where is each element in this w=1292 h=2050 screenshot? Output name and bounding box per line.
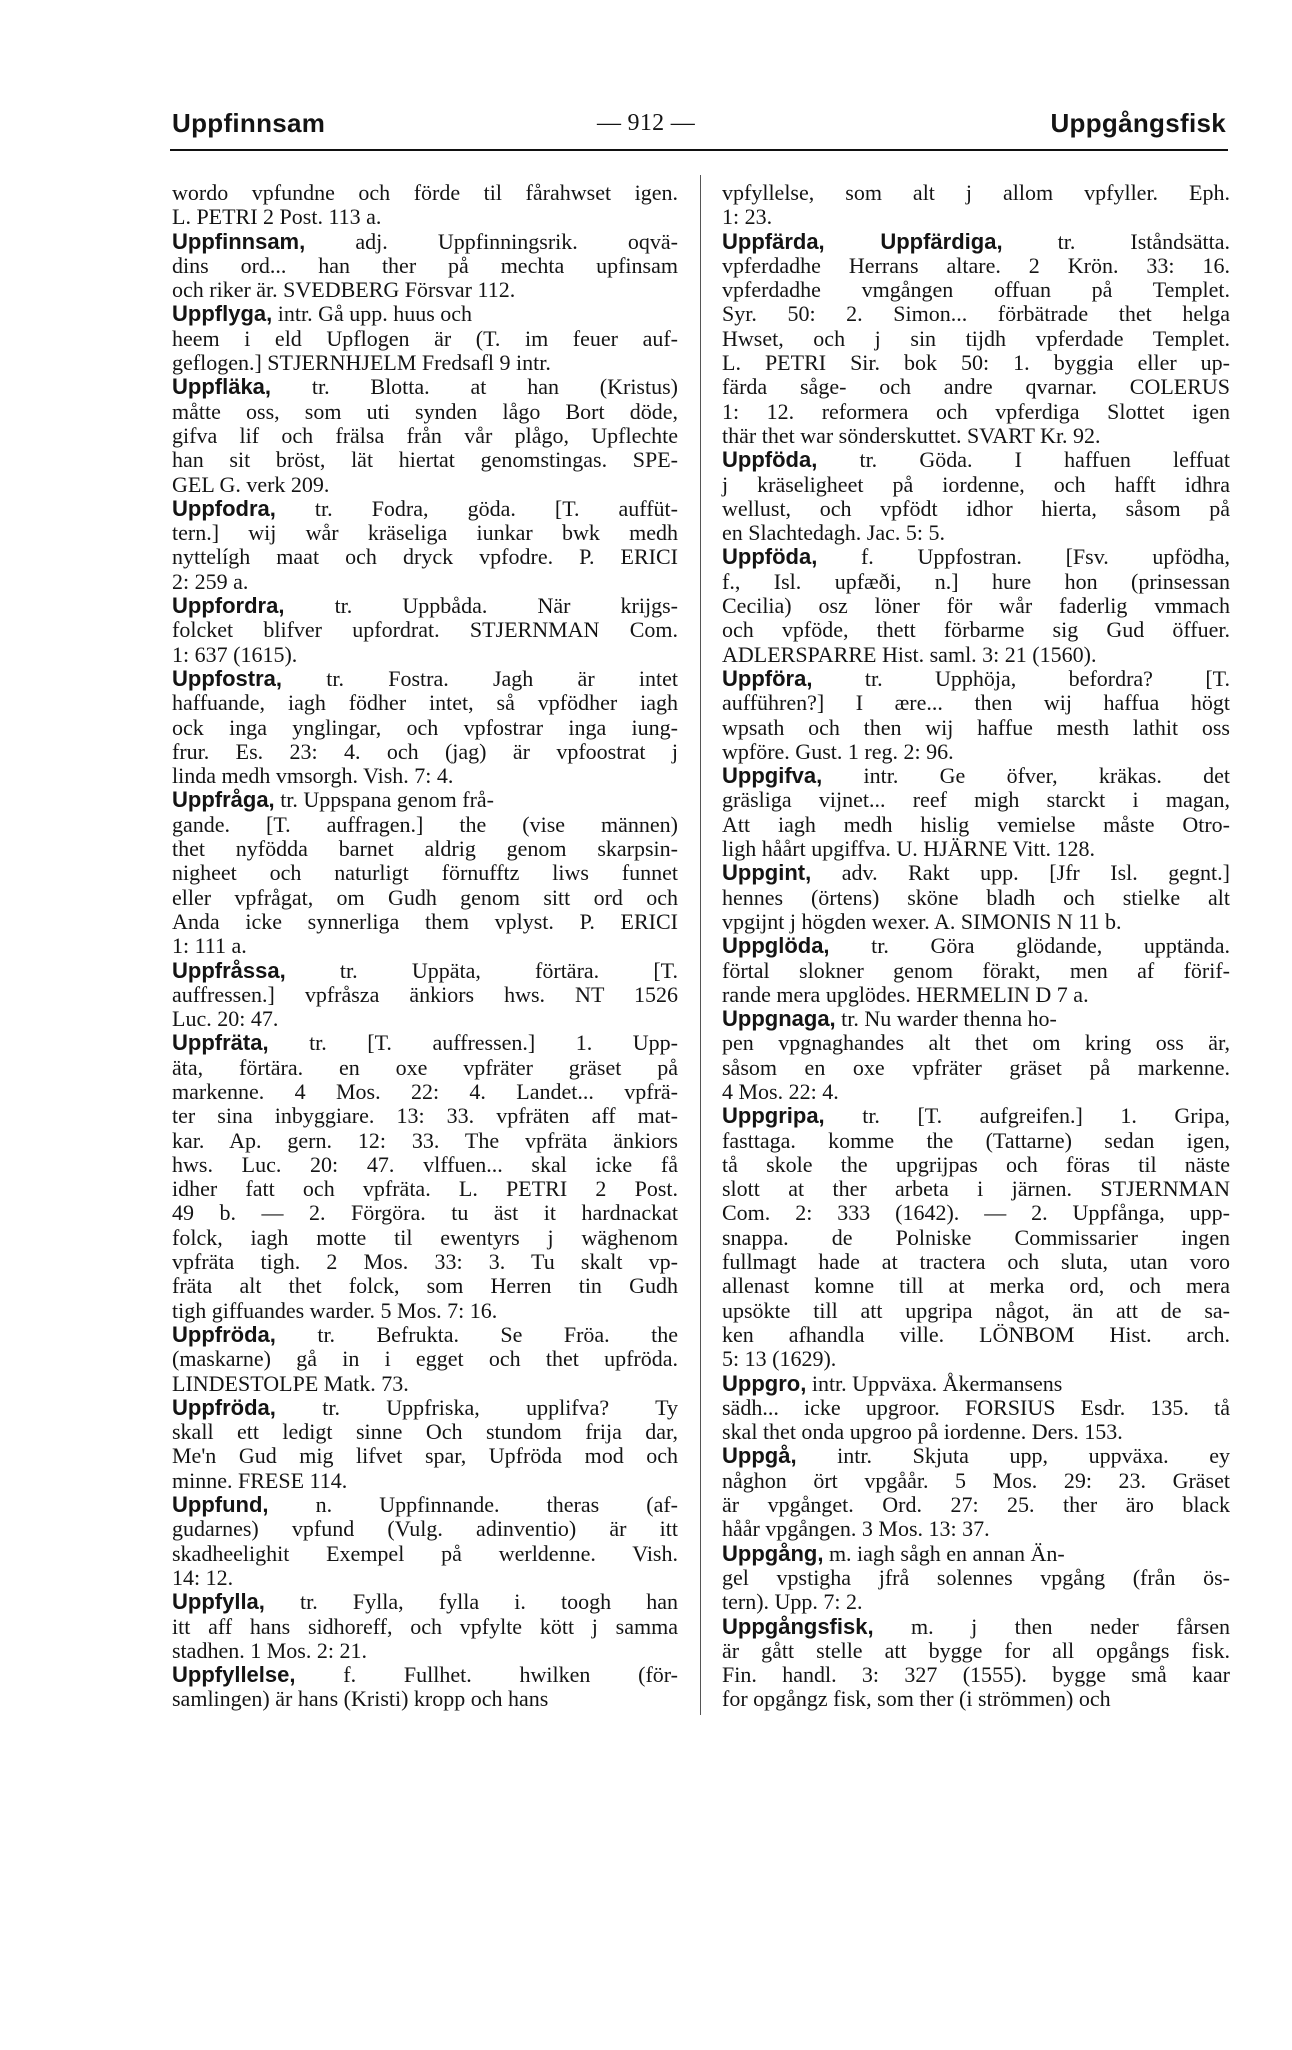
- text-line: ken afhandla ville. LÖNBOM Hist. arch.: [722, 1321, 1230, 1347]
- text-line: äta, förtära. en oxe vpfräter gräset på: [172, 1054, 678, 1080]
- text-line: linda medh vmsorgh. Vish. 7: 4.: [172, 763, 454, 789]
- text-line: 4 Mos. 22: 4.: [722, 1078, 839, 1104]
- text-line: 2: 259 a.: [172, 568, 249, 594]
- text-line: skall ett ledigt sinne Och stundom frija dar,: [172, 1419, 678, 1445]
- text-line: rande mera upglödes. HERMELIN D 7 a.: [722, 981, 1089, 1007]
- text-line: Fin. handl. 3: 327 (1555). bygge små kaar: [722, 1662, 1230, 1688]
- text-line: geflogen.] STJERNHJELM Fredsafl 9 intr.: [172, 350, 551, 376]
- entry-headword-line: Uppgifva, intr. Ge öfver, kräkas. det: [722, 763, 1230, 789]
- text-line: L. PETRI 2 Post. 113 a.: [172, 204, 382, 230]
- text-line: LINDESTOLPE Matk. 73.: [172, 1370, 409, 1396]
- text-line: folcket blifver upfordrat. STJERNMAN Com.: [172, 617, 678, 643]
- text-line: wpföre. Gust. 1 reg. 2: 96.: [722, 738, 954, 764]
- entry-headword-line: Uppgå, intr. Skjuta upp, uppväxa. ey: [722, 1443, 1230, 1469]
- entry-headword-line: Uppflyga, intr. Gå upp. huus och: [172, 301, 473, 327]
- text-line: (maskarne) gå in i egget och thet upfröda.: [172, 1346, 678, 1372]
- entry-headword-line: Uppföda, f. Uppfostran. [Fsv. upfödha,: [722, 544, 1230, 570]
- entry-headword-line: Uppfräta, tr. [T. auffressen.] 1. Upp-: [172, 1030, 678, 1056]
- text-line: såsom en oxe vpfräter gräset på markenne.: [722, 1054, 1230, 1080]
- left-column: [172, 181, 678, 1712]
- entry-headword-line: Uppfläka, tr. Blotta. at han (Kristus): [172, 374, 678, 400]
- entry-headword-line: Uppföra, tr. Upphöja, befordra? [T.: [722, 665, 1230, 691]
- text-line: for opgångz fisk, som ther (i strömmen) och: [722, 1686, 1111, 1712]
- text-line: någhon ört vpgåår. 5 Mos. 29: 23. Gräset: [722, 1467, 1230, 1493]
- text-line: auffressen.] vpfråsza änkiors hws. NT 1526: [172, 981, 678, 1007]
- text-line: haffuande, iagh födher intet, så vpfödher iagh: [172, 690, 678, 716]
- text-line: f., Isl. upfæði, n.] hure hon (prinsessan: [722, 568, 1230, 594]
- text-line: måtte oss, som uti synden lågo Bort döde,: [172, 398, 678, 424]
- entry-headword-line: Uppfund, n. Uppfinnande. theras (af-: [172, 1492, 678, 1518]
- text-line: 49 b. — 2. Förgöra. tu äst it hardnackat: [172, 1200, 678, 1226]
- text-line: ligh håårt upgiffva. U. HJÄRNE Vitt. 128.: [722, 836, 1096, 862]
- text-line: L. PETRI Sir. bok 50: 1. byggia eller up-: [722, 350, 1230, 376]
- text-line: GEL G. verk 209.: [172, 471, 330, 497]
- text-line: vpfräta tigh. 2 Mos. 33: 3. Tu skalt vp-: [172, 1249, 678, 1275]
- entry-headword-line: Uppgång, m. iagh sågh en annan Än-: [722, 1540, 1065, 1566]
- text-line: ock inga ynglingar, och vpfostrar inga iung-: [172, 714, 678, 740]
- entry-headword-line: Uppfröda, tr. Uppfriska, upplifva? Ty: [172, 1394, 678, 1420]
- text-line: skal thet onda upgroo på iordenne. Ders. 153.: [722, 1419, 1123, 1445]
- text-line: gel vpstigha jfrå solennes vpgång (från ös-: [722, 1564, 1230, 1590]
- text-line: vpferdadhe Herrans altare. 2 Krön. 33: 16.: [722, 252, 1230, 278]
- text-line: vpgijnt j högden wexer. A. SIMONIS N 11 b.: [722, 908, 1122, 934]
- text-line: nyttelígh maat och dryck vpfodre. P. ERICI: [172, 544, 678, 570]
- text-line: frur. Es. 23: 4. och (jag) är vpfoostrat j: [172, 738, 678, 764]
- text-line: gräsliga vijnet... reef migh starckt i magan,: [722, 787, 1230, 813]
- text-line: han sit bröst, lät hiertat genomstingas. SPE-: [172, 447, 678, 473]
- text-line: heem i eld Upflogen är (T. im feuer auf-: [172, 325, 678, 351]
- text-line: 1: 111 a.: [172, 933, 247, 959]
- entry-headword-line: Uppgripa, tr. [T. aufgreifen.] 1. Gripa,: [722, 1103, 1230, 1129]
- text-line: sädh... icke upgroor. FORSIUS Esdr. 135. tå: [722, 1394, 1230, 1420]
- text-line: är vpgånget. Ord. 27: 25. ther äro black: [722, 1492, 1230, 1518]
- text-line: snappa. de Polniske Commissarier ingen: [722, 1224, 1230, 1250]
- text-line: nigheet och naturligt förnufftz liws funnet: [172, 860, 678, 886]
- text-line: dins ord... han ther på mechta upfinsam: [172, 252, 678, 278]
- text-line: Com. 2: 333 (1642). — 2. Uppfånga, upp-: [722, 1200, 1230, 1226]
- text-line: håår vpgången. 3 Mos. 13: 37.: [722, 1516, 990, 1542]
- text-line: 1: 637 (1615).: [172, 641, 298, 667]
- entry-headword-line: Uppfröda, tr. Befrukta. Se Fröa. the: [172, 1321, 678, 1347]
- text-line: Syr. 50: 2. Simon... förbätrade thet helga: [722, 301, 1230, 327]
- text-line: markenne. 4 Mos. 22: 4. Landet... vpfrä-: [172, 1078, 678, 1104]
- text-line: tern.] wij wår kräseliga iunkar bwk medh: [172, 520, 678, 546]
- text-line: idher fatt och vpfräta. L. PETRI 2 Post.: [172, 1176, 678, 1202]
- text-line: slott at ther arbeta i järnen. STJERNMAN: [722, 1176, 1230, 1202]
- entry-headword-line: Uppgint, adv. Rakt upp. [Jfr Isl. gegnt.]: [722, 860, 1230, 886]
- text-line: färda såge- och andre qvarnar. COLERUS: [722, 374, 1230, 400]
- entry-headword-line: Uppfråga, tr. Uppspana genom frå-: [172, 787, 495, 813]
- text-line: tigh giffuandes warder. 5 Mos. 7: 16.: [172, 1297, 498, 1323]
- text-line: Me'n Gud mig lifvet spar, Upfröda mod och: [172, 1443, 678, 1469]
- text-line: hennes (örtens) sköne bladh och stielke alt: [722, 884, 1230, 910]
- text-line: minne. FRESE 114.: [172, 1467, 348, 1493]
- text-line: förtal slokner genom förakt, men af förif-: [722, 957, 1230, 983]
- text-line: wordo vpfundne och förde til fårahwset igen.: [172, 180, 678, 205]
- text-line: är gått stelle att bygge for all opgångs fisk.: [722, 1637, 1230, 1663]
- text-line: skadheelighit Exempel på werldenne. Vish.: [172, 1540, 678, 1566]
- text-line: gande. [T. auffragen.] the (vise männen): [172, 811, 678, 837]
- entry-headword-line: Uppglöda, tr. Göra glödande, upptända.: [722, 933, 1230, 959]
- running-head-left: Uppfinnsam: [172, 108, 326, 138]
- column-divider: [700, 175, 701, 1715]
- text-line: 1: 23.: [722, 204, 773, 230]
- entry-headword-line: Uppfinnsam, adj. Uppfinningsrik. oqvä-: [172, 228, 678, 254]
- entry-headword-line: Uppfylla, tr. Fylla, fylla i. toogh han: [172, 1589, 678, 1615]
- text-line: upsökte till att upgripa något, än att de sa-: [722, 1297, 1230, 1323]
- right-column: [722, 181, 1230, 1712]
- text-line: fullmagt hade at tractera och sluta, utan voro: [722, 1249, 1230, 1275]
- text-line: vpferdadhe vmgången offuan på Templet.: [722, 277, 1230, 303]
- text-line: gifva lif och frälsa från vår plågo, Upflechte: [172, 422, 678, 448]
- text-line: en Slachtedagh. Jac. 5: 5.: [722, 520, 945, 546]
- text-line: fräta alt thet folck, som Herren tin Gudh: [172, 1273, 678, 1299]
- text-line: 1: 12. reformera och vpferdiga Slottet igen: [722, 398, 1230, 424]
- entry-headword-line: Uppfostra, tr. Fostra. Jagh är intet: [172, 665, 678, 691]
- text-line: allenast komne till at merka ord, och mera: [722, 1273, 1230, 1299]
- entry-headword-line: Uppgångsfisk, m. j then neder fårsen: [722, 1613, 1230, 1639]
- entry-headword-line: Uppgnaga, tr. Nu warder thenna ho-: [722, 1006, 1057, 1032]
- text-line: eller vpfrågat, om Gudh genom sitt ord och: [172, 884, 678, 910]
- text-line: ter sina inbyggiare. 13: 33. vpfräten aff mat-: [172, 1103, 678, 1129]
- text-line: och riker är. SVEDBERG Försvar 112.: [172, 277, 516, 303]
- text-line: wellust, och vpfödt idhor hierta, såsom på: [722, 495, 1230, 521]
- page-number: — 912 —: [596, 110, 696, 136]
- header-rule: [170, 149, 1228, 151]
- entry-headword-line: Uppgro, intr. Uppväxa. Åkermansens: [722, 1370, 1063, 1396]
- text-line: vpfyllelse, som alt j allom vpfyller. Eph.: [722, 180, 1230, 205]
- entry-headword-line: Uppfordra, tr. Uppbåda. När krijgs-: [172, 593, 678, 619]
- text-line: Cecilia) osz löner för wår faderlig vmmach: [722, 593, 1230, 619]
- text-line: j kräseligheet på iordenne, och hafft idhra: [722, 471, 1230, 497]
- text-line: hws. Luc. 20: 47. vlffuen... skal icke få: [172, 1151, 678, 1177]
- text-line: stadhen. 1 Mos. 2: 21.: [172, 1637, 367, 1663]
- text-line: thet nyfödda barnet aldrig genom skarpsin-: [172, 836, 678, 862]
- text-line: Anda icke synnerliga them vplyst. P. ERICI: [172, 908, 678, 934]
- text-line: tern). Upp. 7: 2.: [722, 1589, 863, 1615]
- text-line: Att iagh medh hislig vemielse måste Otro-: [722, 811, 1230, 837]
- text-line: Hwset, och j sin tijdh vpferdade Templet.: [722, 325, 1230, 351]
- text-line: Luc. 20: 47.: [172, 1006, 279, 1032]
- text-line: fasttaga. komme the (Tattarne) sedan igen,: [722, 1127, 1230, 1153]
- text-line: och vpföde, thett förbarme sig Gud öffuer.: [722, 617, 1230, 643]
- text-line: itt aff hans sidhoreff, och vpfylte kött j samma: [172, 1613, 678, 1639]
- text-line: wpsath och then wij haffue mesth lathit oss: [722, 714, 1230, 740]
- text-line: folck, iagh motte til ewentyrs j wäghenom: [172, 1224, 678, 1250]
- entry-headword-line: Uppfodra, tr. Fodra, göda. [T. auffüt-: [172, 495, 678, 521]
- text-line: 14: 12.: [172, 1564, 234, 1590]
- entry-headword-line: Uppföda, tr. Göda. I haffuen leffuat: [722, 447, 1230, 473]
- text-line: aufführen?] I ære... then wij haffua högt: [722, 690, 1230, 716]
- text-line: ADLERSPARRE Hist. saml. 3: 21 (1560).: [722, 641, 1097, 667]
- text-line: tå skole the upgrijpas och föras til näste: [722, 1151, 1230, 1177]
- text-line: kar. Ap. gern. 12: 33. The vpfräta änkiors: [172, 1127, 678, 1153]
- text-line: thär thet war sönderskuttet. SVART Kr. 92.: [722, 422, 1101, 448]
- text-line: 5: 13 (1629).: [722, 1346, 837, 1372]
- entry-headword-line: Uppfyllelse, f. Fullhet. hwilken (för-: [172, 1662, 678, 1688]
- entry-headword-line: Uppfråssa, tr. Uppäta, förtära. [T.: [172, 957, 678, 983]
- running-head-right: Uppgångsfisk: [1050, 108, 1226, 138]
- text-line: gudarnes) vpfund (Vulg. adinventio) är itt: [172, 1516, 678, 1542]
- entry-headword-line: Uppfärda, Uppfärdiga, tr. Iståndsätta.: [722, 228, 1230, 254]
- text-line: pen vpgnaghandes alt thet om kring oss är,: [722, 1030, 1230, 1056]
- text-line: samlingen) är hans (Kristi) kropp och hans: [172, 1686, 549, 1712]
